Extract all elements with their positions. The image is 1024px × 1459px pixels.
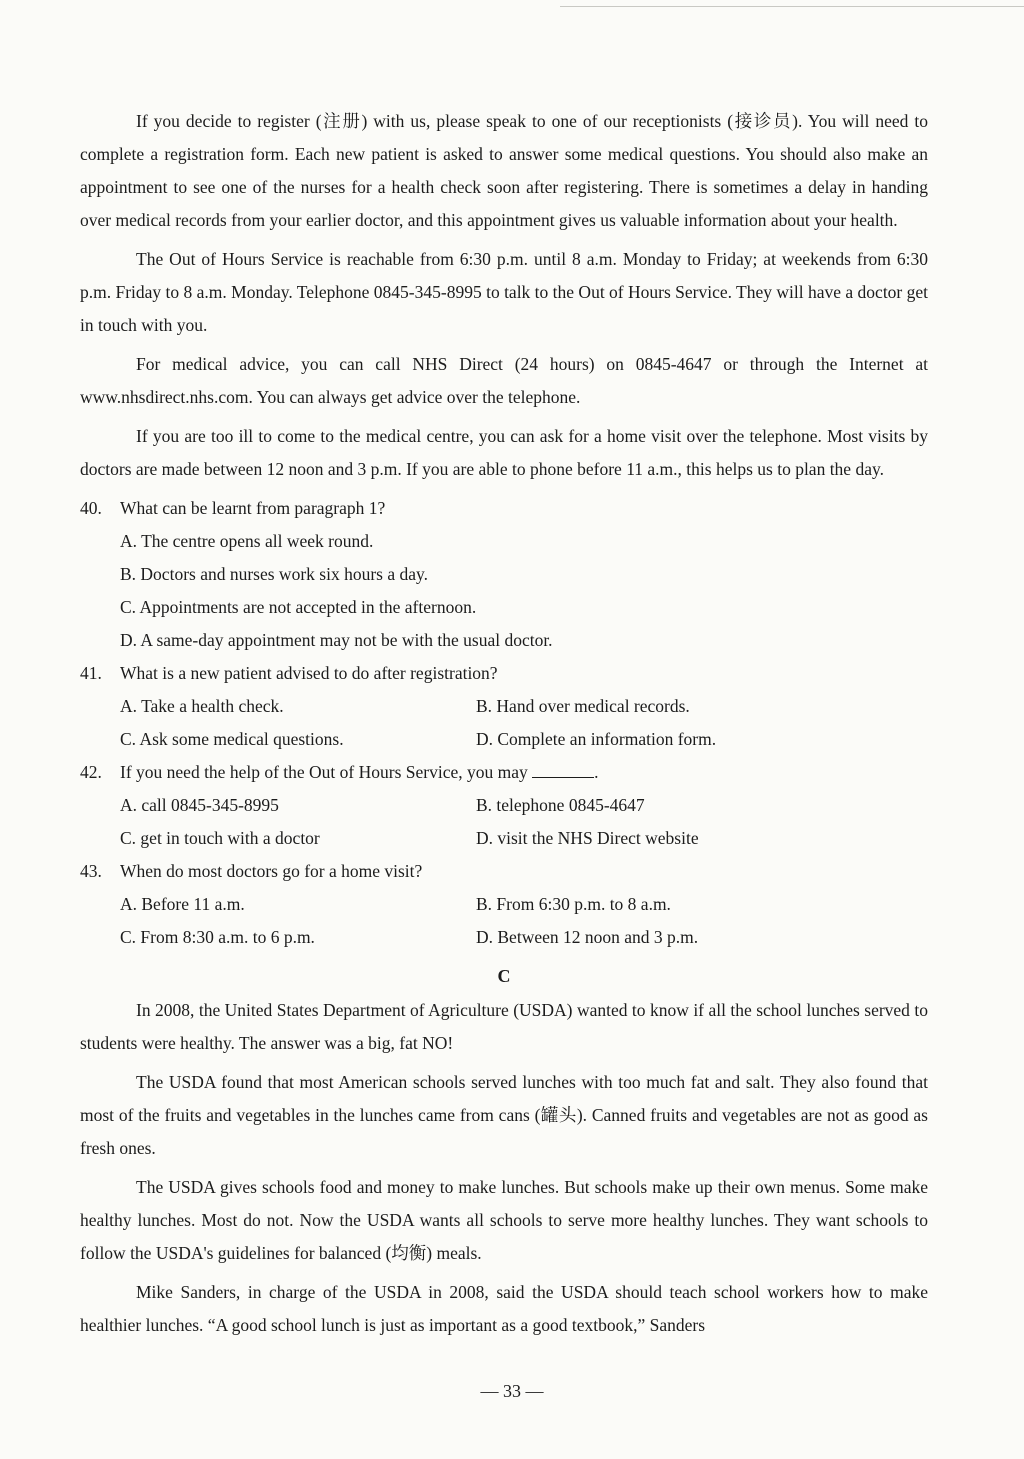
option-a: A. Take a health check. xyxy=(120,696,284,716)
option-d: D. Complete an information form. xyxy=(476,729,717,749)
question-number: 43. xyxy=(80,861,102,881)
paragraph-usda-2008: In 2008, the United States Department of Agriculture (USDA) wanted to know if all the school lunches served to students were healthy. The answer was a big, fat NO! xyxy=(80,1000,928,1053)
option-row xyxy=(120,723,928,756)
answer-blank xyxy=(532,759,594,778)
question-stem xyxy=(80,855,928,888)
option-c: C. Appointments are not accepted in the afternoon. xyxy=(120,597,477,617)
question-text: What can be learnt from paragraph 1? xyxy=(120,498,386,518)
question-42 xyxy=(80,756,928,855)
paragraph-medical-advice: For medical advice, you can call NHS Direct (24 hours) on 0845-4647 or through the Internet at www.nhsdirect.nhs.com. You can always get advice over the telephone. xyxy=(80,354,928,407)
question-number: 42. xyxy=(80,762,102,782)
question-number: 41. xyxy=(80,663,102,683)
question-41 xyxy=(80,657,928,756)
option-a: A. Before 11 a.m. xyxy=(120,894,245,914)
option-c: C. Ask some medical questions. xyxy=(120,729,344,749)
option-row xyxy=(120,690,928,723)
option-row xyxy=(120,822,928,855)
option-d: D. A same-day appointment may not be with the usual doctor. xyxy=(120,630,553,650)
section-c-heading: C xyxy=(497,966,511,986)
option-row xyxy=(120,789,928,822)
option-b: B. From 6:30 p.m. to 8 a.m. xyxy=(476,894,671,914)
question-stem xyxy=(80,492,928,525)
question-text: What is a new patient advised to do after registration? xyxy=(120,663,498,683)
option-d: D. visit the NHS Direct website xyxy=(476,828,699,848)
paragraph-usda-menus: The USDA gives schools food and money to make lunches. But schools make up their own menus. Some make healthy lunches. Most do not. Now the USDA wants all schools to serve more healthy lunches. They want schools to follow the USDA's guidelines for balanced (均衡) meals. xyxy=(80,1177,928,1263)
option-b: B. Doctors and nurses work six hours a day. xyxy=(120,564,428,584)
paragraph-home-visit: If you are too ill to come to the medical centre, you can ask for a home visit over the telephone. Most visits by doctors are made between 12 noon and 3 p.m. If you are able to phone before 11 a.m., this helps us to plan the day. xyxy=(80,426,928,479)
option-row xyxy=(120,888,928,921)
scan-edge-line xyxy=(560,6,1024,7)
option-b: B. telephone 0845-4647 xyxy=(476,795,645,815)
paragraph-mike-sanders: Mike Sanders, in charge of the USDA in 2008, said the USDA should teach school workers how to make healthier lunches. “A good school lunch is just as important as a good textbook,” Sanders xyxy=(80,1282,928,1335)
paragraph-registration: If you decide to register (注册) with us, please speak to one of our receptionists (接诊员). You will need to complete a registration form. Each new patient is asked to answer some medical questions. You should also make an appointment to see one of the nurses for a health check soon after registering. There is sometimes a delay in handing over medical records from your earlier doctor, and this appointment gives us valuable information about your health. xyxy=(80,111,928,230)
paragraph-out-of-hours: The Out of Hours Service is reachable from 6:30 p.m. until 8 a.m. Monday to Friday; at weekends from 6:30 p.m. Friday to 8 a.m. Monday. Telephone 0845-345-8995 to talk to the Out of Hours Service. They will have a doctor get in touch with you. xyxy=(80,249,929,335)
question-40 xyxy=(80,492,928,657)
option-b: B. Hand over medical records. xyxy=(476,696,690,716)
paragraph-usda-findings: The USDA found that most American schools served lunches with too much fat and salt. They also found that most of the fruits and vegetables in the lunches came from cans (罐头). Canned fruits and vegetables are not as good as fresh ones. xyxy=(80,1072,928,1158)
question-stem xyxy=(80,657,928,690)
question-43 xyxy=(80,855,928,954)
option-c: C. get in touch with a doctor xyxy=(120,828,320,848)
option-row xyxy=(120,921,928,954)
option-a: A. call 0845-345-8995 xyxy=(120,795,279,815)
question-text: If you need the help of the Out of Hours Service, you may xyxy=(120,762,528,782)
question-text: When do most doctors go for a home visit? xyxy=(120,861,423,881)
document-page xyxy=(80,105,928,1348)
page-number: — 33 — xyxy=(480,1381,544,1401)
option-c: C. From 8:30 a.m. to 6 p.m. xyxy=(120,927,315,947)
question-stem: 42. If you need the help of the Out of Hours Service, you may . xyxy=(80,756,928,789)
option-a: A. The centre opens all week round. xyxy=(120,531,374,551)
question-number: 40. xyxy=(80,498,102,518)
option-d: D. Between 12 noon and 3 p.m. xyxy=(476,927,699,947)
